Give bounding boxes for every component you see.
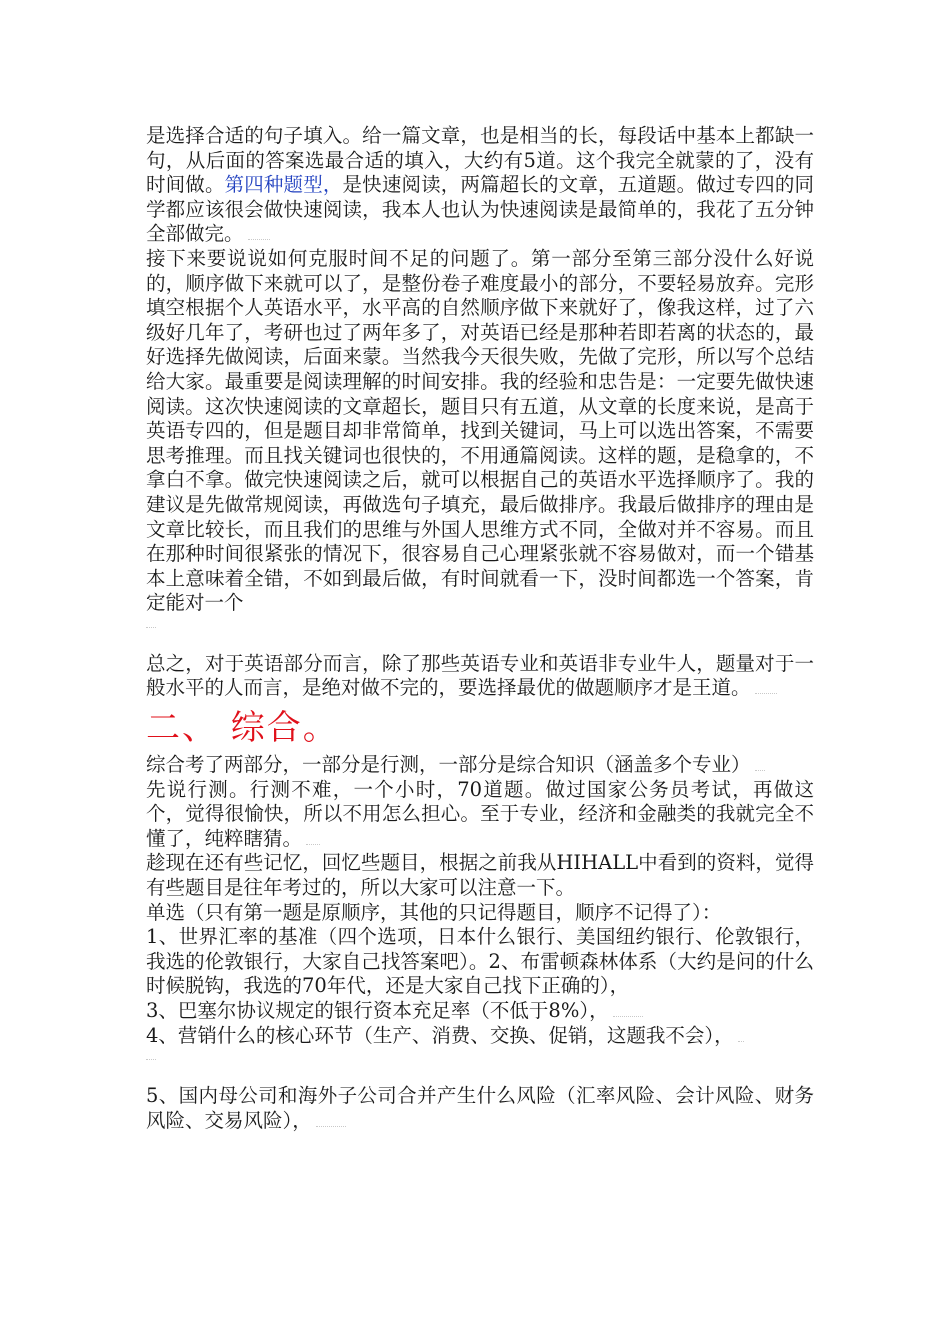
paragraph-mark <box>146 1058 156 1060</box>
document-body <box>146 124 814 1133</box>
highlighted-phrase: 第四种题型， <box>224 173 343 197</box>
paragraph-mark <box>738 1040 744 1042</box>
section-heading: 二、 综合。 <box>146 708 339 749</box>
paragraph-recall <box>146 851 814 900</box>
list-item <box>146 1024 814 1049</box>
paragraph-aptitude-test <box>146 778 814 852</box>
paragraph-text: 单选（只有第一题是原顺序，其他的只记得题目，顺序不记得了）： <box>146 900 722 924</box>
paragraph-text: 综合考了两部分，一部分是行测，一部分是综合知识（涵盖多个专业） <box>146 753 751 777</box>
paragraph-time-strategy <box>146 247 814 616</box>
paragraph-mark <box>248 238 270 240</box>
paragraph-mark <box>306 843 320 845</box>
paragraph-text: 是选择合适的句子填入。给一篇文章，也是相当的长，每段话中基本上都缺一句，从后面的答案选最合适的填入，大约有5道。这个我完全就蒙的了，没有时间做。 <box>146 124 814 197</box>
list-item <box>146 999 814 1024</box>
paragraph-text: 接下来要说说如何克服时间不足的问题了。第一部分至第三部分没什么好说的，顺序做下来就可以了，是整份卷子难度最小的部分，不要轻易放弃。完形填空根据个人英语水平，水平高的自然顺序做下来就好了，像我这样，过了六级好几年了，考研也过了两年多了，对英语已经是那种若即若离的状态的，最好选择先做阅读，后面来蒙。当然我今天很失败，先做了完形，所以写个总结给大家。最重要是阅读理解的时间安排。我的经验和忠告是：一定要先做快速阅读。这次快速阅读的文章超长，题目只有五道，从文章的长度来说，是高于英语专四的，但是题目却非常简单，找到关键词，马上可以选出答案，不需要思考推理。而且找关键词也很快的，不用通篇阅读。这样的题，是稳拿的，不拿白不拿。做完快速阅读之后，就可以根据自己的英语水平选择顺序了。我的建议是先做常规阅读，再做选句子填充，最后做排序。我最后做排序的理由是文章比较长，而且我们的思维与外国人思维方式不同，全做对并不容易。而且在那种时间很紧张的情况下，很容易自己心理紧张就不容易做对，而一个错基本上意味着全错，不如到最后做，有时间就看一下，没时间都选一个答案，肯定能对一个 <box>146 246 814 615</box>
paragraph-text: 趁现在还有些记忆，回忆些题目，根据之前我从HIHALL中看到的资料，觉得有些题目是往年考过的，所以大家可以注意一下。 <box>146 851 814 900</box>
paragraph-reading-types <box>146 124 814 247</box>
paragraph-mark <box>613 1015 643 1017</box>
paragraph-mark <box>755 692 777 694</box>
paragraph-mark <box>755 769 765 771</box>
paragraph-text: 5、国内母公司和海外子公司合并产生什么风险（汇率风险、会计风险、财务风险、交易风险）， <box>146 1084 814 1132</box>
paragraph-text: 是快速阅读，两篇超长的文章，五道题。做过专四的同学都应该很会做快速阅读，我本人也认为快速阅读是最简单的，我花了五分钟全部做完。 <box>146 173 814 246</box>
paragraph-single-choice <box>146 901 814 926</box>
paragraph-text: 先说行测。行测不难，一个小时，70道题。做过国家公务员考试，再做这个，觉得很愉快，所以不用怎么担心。至于专业，经济和金融类的我就完全不懂了，纯粹瞎猜。 <box>146 777 814 850</box>
paragraph-mark <box>316 1125 346 1127</box>
paragraph-text: 1、世界汇率的基准（四个选项，日本什么银行、美国纽约银行、伦敦银行，我选的伦敦银行，大家自己找答案吧）。2、布雷顿森林体系（大约是问的什么时候脱钩，我选的70年代，还是大家自己找下正确的）， <box>146 925 814 998</box>
paragraph-text: 4、营销什么的核心环节（生产、消费、交换、促销，这题我不会）， <box>146 1023 734 1047</box>
paragraph-summary <box>146 652 814 701</box>
list-item <box>146 1084 814 1133</box>
paragraph-text: 3、巴塞尔协议规定的银行资本充足率（不低于8%）， <box>146 999 609 1022</box>
paragraph-text: 总之，对于英语部分而言，除了那些英语专业和英语非专业牛人，题量对于一般水平的人而言，是绝对做不完的，要选择最优的做题顺序才是王道。 <box>146 651 814 700</box>
paragraph-mark <box>146 626 156 628</box>
paragraph-overview <box>146 753 814 778</box>
list-item <box>146 925 814 999</box>
